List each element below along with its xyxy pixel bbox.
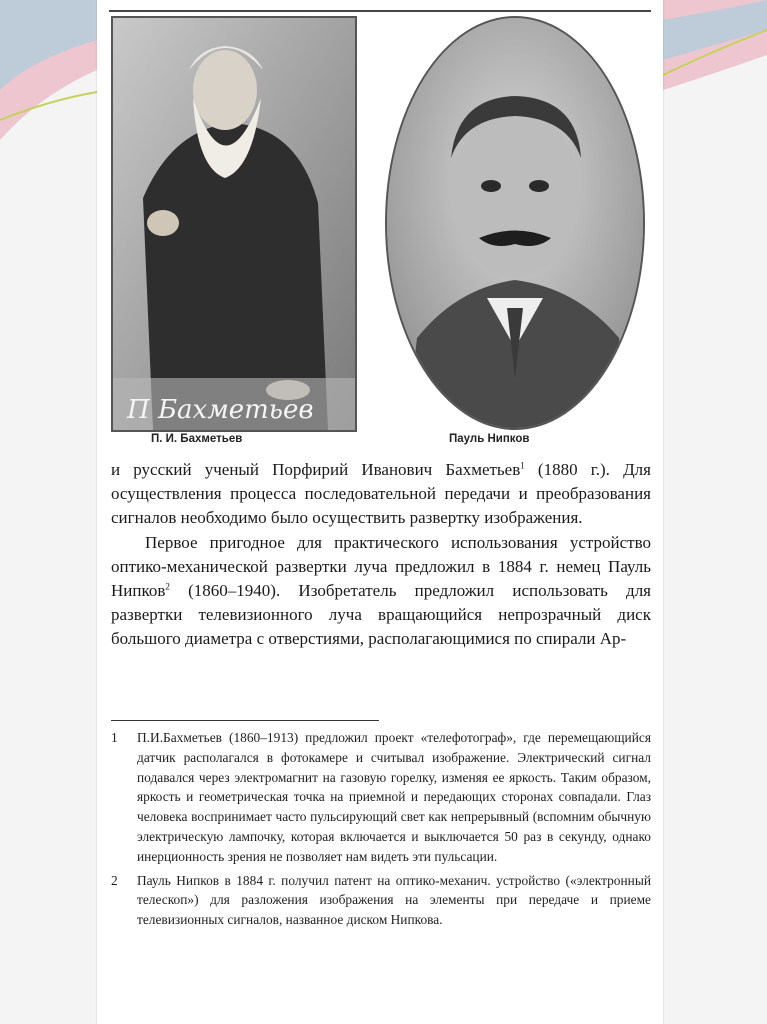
signature: П Бахметьев: [127, 395, 314, 425]
footnote-ref-1: 1: [520, 460, 525, 471]
main-text: [111, 458, 651, 652]
footnotes: [111, 728, 651, 934]
footnote-ref-2: 2: [165, 581, 170, 592]
paragraph-1: и русский ученый Порфирий Иванович Бахметьев$^1$ (1880 г.). Для осуществления процесса последовательной передачи и преобразования сигналов необходимо было осуществить развертку изображения.: [111, 460, 651, 528]
top-rule: [109, 10, 651, 12]
footnote-number: 1: [111, 730, 118, 745]
footnote-separator: [111, 720, 379, 721]
paragraph-2: Первое пригодное для практического использования устройство оптико-механической развертки луча предложил в 1884 г. немец Пауль Нипков$^2$ (1860–1940). Изобретатель предложил использовать для развертки телевизионного луча вращающийся непрозрачный диск большого диаметра с отверстиями, располагающимися по спирали Ар-: [111, 532, 651, 649]
book-page: [97, 0, 663, 1024]
portrait-nipkow: [385, 16, 645, 430]
footnote-number: 2: [111, 872, 118, 888]
footnote-1: [111, 728, 651, 867]
caption-nipkow: Пауль Нипков: [449, 433, 530, 445]
portrait-bakhmetiev: [111, 16, 357, 432]
footnote-2: [111, 871, 651, 930]
footnote-text: П.И.Бахметьев (1860–1913) предложил проект «телефотограф», где перемещающийся датчик располагался в фотокамере и считывал изображение. Электрический сигнал подавался через электромагнит на газовую горелку, изменяя ее яркость. Таким образом, яркость и геометрическая точка на приемной и передающих сторонах совпадали. Глаз человека воспринимает часто пульсирующий свет как непрерывный (вспомним обычную электрическую лампочку, которая включается и выключается 50 раз в секунду, однако инерционность зрения не позволяет нам видеть эти пульсации.: [137, 730, 651, 864]
footnote-text: Пауль Нипков в 1884 г. получил патент на оптико-механич. устройство («электронный телескоп») для разложения изображения на элементы при передаче и приеме телевизионных сигналов, названное диском Нипкова.: [137, 872, 651, 928]
caption-bakhmetiev: П. И. Бахметьев: [151, 433, 243, 445]
